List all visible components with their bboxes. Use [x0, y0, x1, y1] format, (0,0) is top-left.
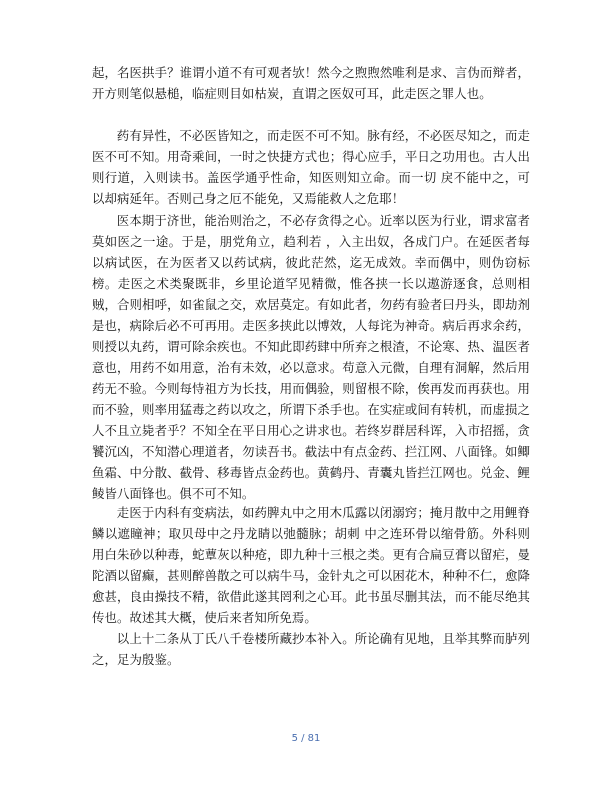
- paragraph-editorial-note: 以上十二条从丁氏八千卷楼所藏抄本补入。所论确有见地，且举其弊而胪列之，足为殷鉴。: [92, 631, 530, 667]
- page-number: 5 / 81: [291, 733, 321, 744]
- paragraph-medicine-purpose: 医本期于济世，能治则治之，不必存贪得之心。近率以医为行业，谓求富者莫如医之一途。于是，朋党角立，趋利若 ，入主出奴，各成门户。在延医者每以病试医，在为医者又以药试病，彼此茫然，迄无成效。幸而偶中，则伪窃标榜。走医之术类聚既非，乡里论道罕见精微，惟各挟一长以遨游逐食，总则相贼，合则相呼，如雀鼠之交，欢居莫定。有如此者，勿药有验者曰丹头，即劫剂是也，病除后必不可再用。走医多挟此以博效，人每诧为神奇。病后再求余药，则授以丸药，谓可除余疾也。不知此即药肆中所弃之根渣，不论寒、热、温医者意也，用药不如用意，治有未效，必以意求。苟意入元微，自理有洞解，然后用药无不验。今则每恃祖方为长技，用而偶验，则留根不除，俟再发而再获也。用而不验，则率用猛毒之药以攻之，所谓下杀手也。在实症或间有转机，而虚损之人不且立毙者乎？不知全在平日用心之讲求也。若终岁群居科诨，入市招摇，贪饕沉凶，不知潜心理道者，勿读吾书。截法中有点金药、拦江网、八面锋。如鲫鱼霜、中分散、截骨、移毒皆点金药也。黄鹤丹、青囊丸皆拦江网也。兑金、鲤鲮皆八面锋也。俱不可不知。: [92, 213, 530, 501]
- paragraph-continuation: 起，名医拱手？谁谓小道不有可观者欤！然今之煦煦然唯利是求、言伪而辩者，开方则笔似悬槌，临症则目如枯炭，直谓之医奴可耳，此走医之罪人也。: [92, 65, 530, 101]
- paragraph-herbal-knowledge: 药有异性，不必医皆知之，而走医不可不知。脉有经，不必医尽知之，而走医不可不知。用奇乘间，一时之快捷方式也；得心应手，平日之功用也。古人出则行道，入则读书。盖医学通乎性命，知医则知立命。而一切 戾不能中之，可以却病延年。否则己身之厄不能免，又焉能救人之危耶！: [92, 128, 530, 206]
- paragraph-disease-methods: 走医于内科有变病法，如药脾丸中之用木瓜露以闭溺窍；掩月散中之用鲤脊鳞以遮瞳神；取贝母中之丹龙睛以弛髓脉；胡刺 中之连环骨以缩骨筋。外科则用白朱砂以种毒，蛇蕈灰以种疮，即九种十三根之类。更有合扁豆膏以留疟，曼陀酒以留癫，甚则醉兽散之可以病牛马，金针丸之可以困花木，种种不仁，愈降愈甚，良由操技不精，欲借此遂其罔利之心耳。此书虽尽删其法，而不能尽绝其传也。故述其大概，使后来者知所免焉。: [92, 505, 530, 625]
